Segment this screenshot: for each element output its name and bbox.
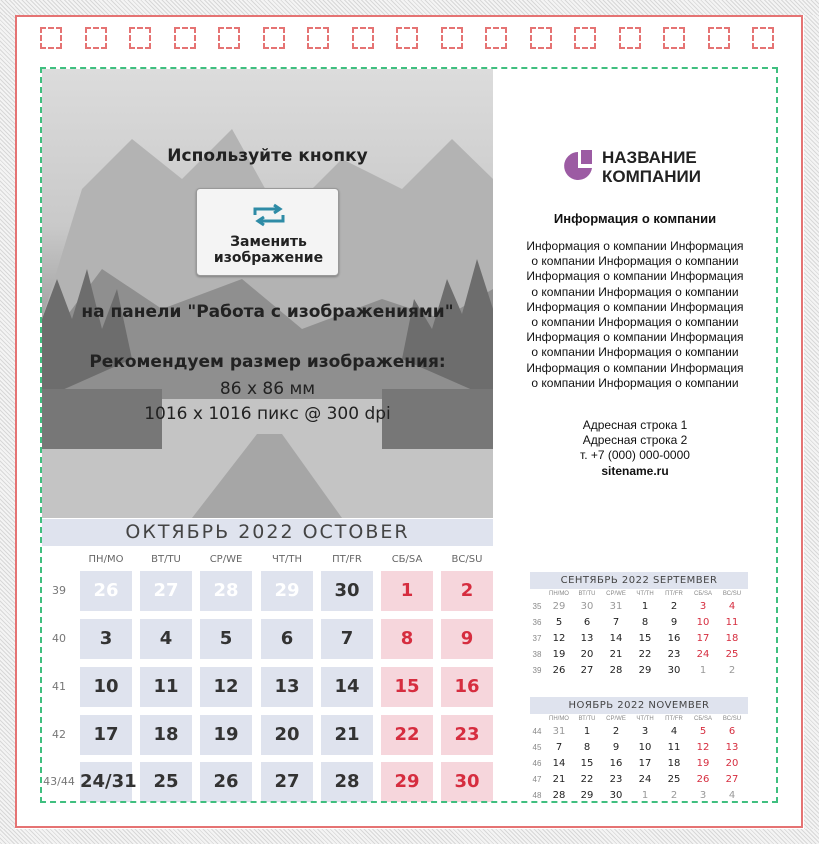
day-cell: 4 xyxy=(140,619,192,659)
instruction-line-2: на панели "Работа с изображениями" xyxy=(81,302,454,322)
day-cell: 14 xyxy=(321,667,373,707)
mini-weekday-header: ПН/MO xyxy=(549,591,569,597)
binding-hole xyxy=(352,27,374,49)
day-cell: 10 xyxy=(80,667,132,707)
website: sitename.ru xyxy=(601,464,669,478)
binding-hole xyxy=(441,27,463,49)
binding-hole xyxy=(263,27,285,49)
day-cell: 9 xyxy=(441,619,493,659)
mini-day-cell: 4 xyxy=(728,790,736,801)
info-line: Информация о компании Информация xyxy=(526,299,744,314)
mini-day-cell: 16 xyxy=(667,633,681,644)
instruction-line-5: 1016 x 1016 пикс @ 300 dpi xyxy=(144,404,391,424)
mini-weekday-header: ПТ/FR xyxy=(665,591,683,597)
binding-hole xyxy=(574,27,596,49)
binding-hole xyxy=(129,27,151,49)
mini-day-cell: 30 xyxy=(609,790,623,801)
mini-weekday-header: ВТ/TU xyxy=(578,716,596,722)
mini-day-cell: 26 xyxy=(552,665,566,676)
mini-week-number: 38 xyxy=(532,650,542,659)
mini-day-cell: 11 xyxy=(667,742,681,753)
mini-day-cell: 30 xyxy=(667,665,681,676)
mini-day-cell: 26 xyxy=(696,774,710,785)
mini-day-cell: 9 xyxy=(612,742,620,753)
day-cell: 24/31 xyxy=(80,762,132,802)
mini-day-cell: 1 xyxy=(641,790,649,801)
mini-weekday-header: ПТ/FR xyxy=(665,716,683,722)
binding-hole xyxy=(307,27,329,49)
mini-weekday-header: ВТ/TU xyxy=(578,591,596,597)
button-label-2: изображение xyxy=(213,250,324,266)
mini-week-number: 47 xyxy=(532,775,542,784)
binding-hole xyxy=(174,27,196,49)
mini-day-cell: 19 xyxy=(552,649,566,660)
weekday-header: СР/WE xyxy=(209,554,243,565)
weekday-header: СБ/SA xyxy=(391,554,423,565)
mini-day-cell: 22 xyxy=(580,774,594,785)
mini-day-cell: 5 xyxy=(699,726,707,737)
mini-day-cell: 2 xyxy=(670,601,678,612)
day-cell: 7 xyxy=(321,619,373,659)
mini-weekday-header: ВС/SU xyxy=(722,591,742,597)
day-cell: 22 xyxy=(381,715,433,755)
mini-day-cell: 1 xyxy=(583,726,591,737)
mini-day-cell: 12 xyxy=(696,742,710,753)
mini-weekday-header: ЧТ/TH xyxy=(636,591,654,597)
mini-day-cell: 2 xyxy=(670,790,678,801)
mini-day-cell: 10 xyxy=(696,617,710,628)
instruction-line-4: 86 x 86 мм xyxy=(219,379,316,399)
binding-hole xyxy=(396,27,418,49)
instruction-line-1: Используйте кнопку xyxy=(167,146,368,166)
day-cell: 25 xyxy=(140,762,192,802)
mini-day-cell: 21 xyxy=(609,649,623,660)
address-line-1: Адресная строка 1 xyxy=(582,418,688,432)
day-cell: 16 xyxy=(441,667,493,707)
day-cell: 5 xyxy=(200,619,252,659)
mini-day-cell: 22 xyxy=(638,649,652,660)
day-cell: 1 xyxy=(381,571,433,611)
mini-week-number: 46 xyxy=(532,759,542,768)
main-month-title: ОКТЯБРЬ 2022 OCTOBER xyxy=(42,519,493,546)
info-line: о компании Информация о компании xyxy=(531,345,739,360)
mini-day-cell: 13 xyxy=(725,742,739,753)
mini-day-cell: 3 xyxy=(699,601,707,612)
mini-day-cell: 5 xyxy=(555,617,563,628)
day-cell: 12 xyxy=(200,667,252,707)
weekday-header: ПН/MO xyxy=(88,554,124,565)
binding-hole xyxy=(663,27,685,49)
day-cell: 26 xyxy=(80,571,132,611)
mini-week-number: 35 xyxy=(532,602,542,611)
mini-day-cell: 4 xyxy=(670,726,678,737)
info-title: Информация о компании xyxy=(553,211,717,226)
week-number: 39 xyxy=(52,584,66,597)
mini-day-cell: 6 xyxy=(728,726,736,737)
day-cell: 27 xyxy=(140,571,192,611)
info-line: Информация о компании Информация xyxy=(526,330,744,345)
mini-day-cell: 17 xyxy=(696,633,710,644)
mini-day-cell: 18 xyxy=(725,633,739,644)
day-cell: 15 xyxy=(381,667,433,707)
mini-day-cell: 24 xyxy=(696,649,710,660)
mini-day-cell: 17 xyxy=(638,758,652,769)
mini-day-cell: 7 xyxy=(555,742,563,753)
mini-day-cell: 16 xyxy=(609,758,623,769)
day-cell: 28 xyxy=(200,571,252,611)
week-number: 43/44 xyxy=(43,775,75,788)
mini-week-number: 44 xyxy=(532,727,542,736)
mini-day-cell: 2 xyxy=(728,665,736,676)
mini-week-number: 39 xyxy=(532,666,542,675)
mini-day-cell: 3 xyxy=(699,790,707,801)
mini-day-cell: 18 xyxy=(667,758,681,769)
mini-day-cell: 23 xyxy=(667,649,681,660)
mini-weekday-header: ЧТ/TH xyxy=(636,716,654,722)
mini-month-title: НОЯБРЬ 2022 NOVEMBER xyxy=(530,697,748,714)
instruction-line-3: Рекомендуем размер изображения: xyxy=(89,352,446,372)
week-number: 40 xyxy=(52,632,66,645)
week-number: 41 xyxy=(52,680,66,693)
mini-day-cell: 27 xyxy=(580,665,594,676)
mini-day-cell: 29 xyxy=(638,665,652,676)
week-number: 42 xyxy=(52,728,66,741)
mini-day-cell: 21 xyxy=(552,774,566,785)
mini-day-cell: 31 xyxy=(609,601,623,612)
mini-day-cell: 31 xyxy=(552,726,566,737)
button-label-1: Заменить xyxy=(230,234,307,250)
mini-day-cell: 9 xyxy=(670,617,678,628)
weekday-header: ПТ/FR xyxy=(332,554,362,565)
mini-day-cell: 30 xyxy=(580,601,594,612)
day-cell: 11 xyxy=(140,667,192,707)
mini-day-cell: 15 xyxy=(638,633,652,644)
binding-hole xyxy=(619,27,641,49)
mini-day-cell: 1 xyxy=(699,665,707,676)
mini-day-cell: 25 xyxy=(667,774,681,785)
day-cell: 2 xyxy=(441,571,493,611)
mini-day-cell: 24 xyxy=(638,774,652,785)
day-cell: 28 xyxy=(321,762,373,802)
day-cell: 27 xyxy=(261,762,313,802)
mini-weekday-header: СР/WE xyxy=(606,716,626,722)
phone: т. +7 (000) 000-0000 xyxy=(580,448,690,462)
mini-day-cell: 29 xyxy=(580,790,594,801)
info-line: о компании Информация о компании xyxy=(531,375,739,390)
mini-day-cell: 7 xyxy=(612,617,620,628)
mini-day-cell: 1 xyxy=(641,601,649,612)
day-cell: 29 xyxy=(381,762,433,802)
day-cell: 17 xyxy=(80,715,132,755)
mini-day-cell: 14 xyxy=(609,633,623,644)
weekday-header: ЧТ/TH xyxy=(272,554,302,565)
mini-day-cell: 2 xyxy=(612,726,620,737)
address-line-2: Адресная строка 2 xyxy=(582,433,688,447)
company-name-line-2: КОМПАНИИ xyxy=(602,167,701,186)
day-cell: 20 xyxy=(261,715,313,755)
day-cell: 3 xyxy=(80,619,132,659)
binding-hole xyxy=(485,27,507,49)
mini-month-title: СЕНТЯБРЬ 2022 SEPTEMBER xyxy=(530,572,748,589)
mini-weekday-header: СБ/SA xyxy=(694,716,712,722)
safe-area-frame xyxy=(40,67,778,803)
mini-day-cell: 8 xyxy=(583,742,591,753)
mini-week-number: 48 xyxy=(532,791,542,800)
mini-day-cell: 23 xyxy=(609,774,623,785)
mini-weekday-header: СБ/SA xyxy=(694,591,712,597)
mini-day-cell: 28 xyxy=(552,790,566,801)
day-cell: 18 xyxy=(140,715,192,755)
mini-day-cell: 12 xyxy=(552,633,566,644)
mini-day-cell: 6 xyxy=(583,617,591,628)
mini-weekday-header: ВС/SU xyxy=(722,716,742,722)
company-name-line-1: НАЗВАНИЕ xyxy=(602,148,697,167)
mini-week-number: 36 xyxy=(532,618,542,627)
day-cell: 30 xyxy=(441,762,493,802)
info-line: о компании Информация о компании xyxy=(531,254,739,269)
mini-day-cell: 11 xyxy=(725,617,739,628)
mini-week-number: 37 xyxy=(532,634,542,643)
mini-day-cell: 13 xyxy=(580,633,594,644)
mini-day-cell: 20 xyxy=(725,758,739,769)
mini-day-cell: 4 xyxy=(728,601,736,612)
weekday-header: ВС/SU xyxy=(451,554,483,565)
mini-day-cell: 10 xyxy=(638,742,652,753)
day-cell: 13 xyxy=(261,667,313,707)
day-cell: 19 xyxy=(200,715,252,755)
mini-day-cell: 25 xyxy=(725,649,739,660)
day-cell: 26 xyxy=(200,762,252,802)
mini-day-cell: 14 xyxy=(552,758,566,769)
binding-hole xyxy=(708,27,730,49)
day-cell: 8 xyxy=(381,619,433,659)
binding-holes xyxy=(40,27,780,53)
mini-weekday-header: СР/WE xyxy=(606,591,626,597)
info-line: Информация о компании Информация xyxy=(526,360,744,375)
mini-day-cell: 27 xyxy=(725,774,739,785)
mini-day-cell: 15 xyxy=(580,758,594,769)
binding-hole xyxy=(85,27,107,49)
mini-day-cell: 20 xyxy=(580,649,594,660)
day-cell: 21 xyxy=(321,715,373,755)
day-cell: 23 xyxy=(441,715,493,755)
day-cell: 29 xyxy=(261,571,313,611)
mini-day-cell: 3 xyxy=(641,726,649,737)
info-line: о компании Информация о компании xyxy=(531,315,739,330)
mini-day-cell: 28 xyxy=(609,665,623,676)
info-line: Информация о компании Информация xyxy=(526,269,744,284)
mini-day-cell: 19 xyxy=(696,758,710,769)
day-cell: 6 xyxy=(261,619,313,659)
binding-hole xyxy=(530,27,552,49)
mini-day-cell: 29 xyxy=(552,601,566,612)
mini-day-cell: 8 xyxy=(641,617,649,628)
info-line: Информация о компании Информация xyxy=(526,239,744,253)
binding-hole xyxy=(40,27,62,49)
mini-week-number: 45 xyxy=(532,743,542,752)
binding-hole xyxy=(218,27,240,49)
day-cell: 30 xyxy=(321,571,373,611)
binding-hole xyxy=(752,27,774,49)
info-line: о компании Информация о компании xyxy=(531,284,739,299)
mini-weekday-header: ПН/MO xyxy=(549,716,569,722)
weekday-header: ВТ/TU xyxy=(151,554,181,565)
